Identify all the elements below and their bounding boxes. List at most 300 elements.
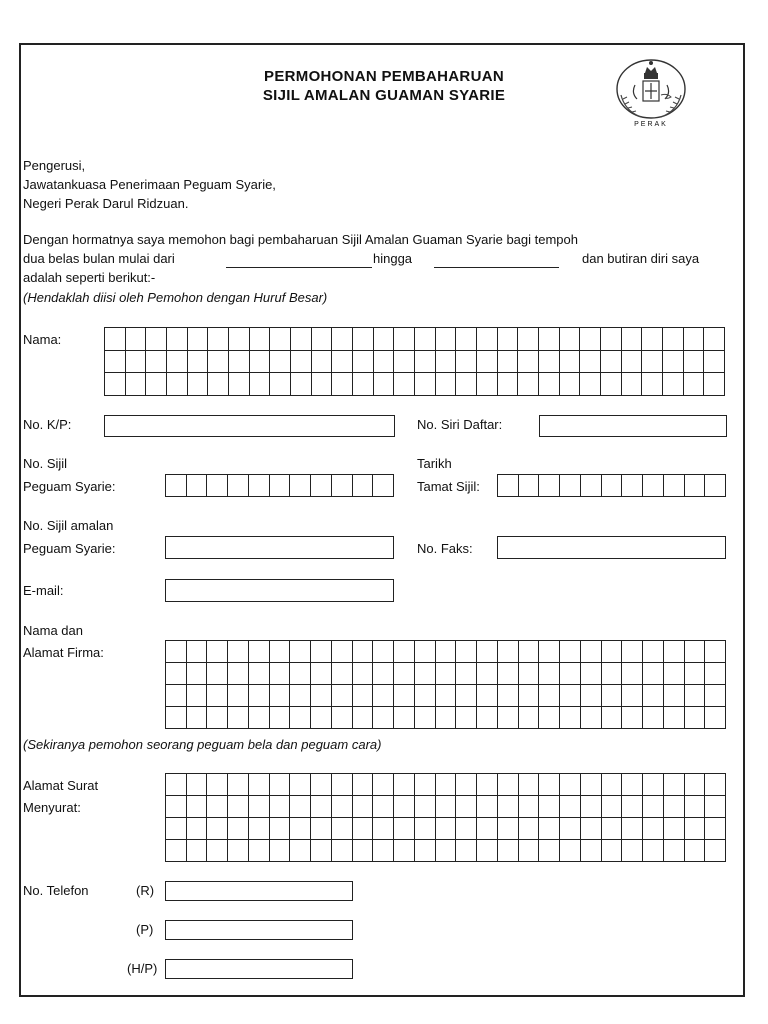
char-box[interactable]: [477, 328, 498, 351]
char-box[interactable]: [415, 818, 436, 840]
char-box[interactable]: [436, 328, 457, 351]
no-kp-input[interactable]: [104, 415, 395, 437]
char-box[interactable]: [394, 373, 415, 396]
char-box[interactable]: [312, 351, 333, 374]
char-box[interactable]: [270, 685, 291, 707]
char-box[interactable]: [664, 818, 685, 840]
char-box[interactable]: [519, 840, 540, 862]
char-box[interactable]: [332, 840, 353, 862]
char-box[interactable]: [518, 328, 539, 351]
char-box[interactable]: [581, 685, 602, 707]
char-box[interactable]: [664, 774, 685, 796]
char-box[interactable]: [270, 774, 291, 796]
char-box[interactable]: [291, 373, 312, 396]
char-box[interactable]: [477, 840, 498, 862]
char-box[interactable]: [166, 707, 187, 729]
char-box[interactable]: [290, 774, 311, 796]
char-box[interactable]: [560, 328, 581, 351]
char-box[interactable]: [290, 475, 311, 497]
char-box[interactable]: [228, 685, 249, 707]
char-box[interactable]: [207, 774, 228, 796]
char-box[interactable]: [477, 663, 498, 685]
char-box[interactable]: [705, 475, 726, 497]
char-box[interactable]: [126, 328, 147, 351]
char-box[interactable]: [498, 818, 519, 840]
char-box[interactable]: [415, 685, 436, 707]
char-box[interactable]: [664, 796, 685, 818]
char-box[interactable]: [539, 351, 560, 374]
char-box[interactable]: [643, 818, 664, 840]
char-box[interactable]: [581, 707, 602, 729]
char-box[interactable]: [270, 641, 291, 663]
char-box[interactable]: [642, 351, 663, 374]
char-box[interactable]: [394, 796, 415, 818]
char-box[interactable]: [353, 796, 374, 818]
char-box[interactable]: [519, 796, 540, 818]
char-box[interactable]: [311, 774, 332, 796]
char-box[interactable]: [477, 641, 498, 663]
char-box[interactable]: [456, 641, 477, 663]
char-box[interactable]: [291, 328, 312, 351]
char-box[interactable]: [602, 707, 623, 729]
no-siri-daftar-input[interactable]: [539, 415, 727, 437]
char-box[interactable]: [539, 774, 560, 796]
char-box[interactable]: [684, 351, 705, 374]
char-box[interactable]: [560, 373, 581, 396]
char-box[interactable]: [415, 840, 436, 862]
char-box[interactable]: [519, 774, 540, 796]
char-box[interactable]: [394, 685, 415, 707]
char-box[interactable]: [188, 351, 209, 374]
char-box[interactable]: [311, 685, 332, 707]
no-sijil-amalan-input[interactable]: [165, 536, 394, 559]
char-box[interactable]: [415, 774, 436, 796]
char-box[interactable]: [685, 840, 706, 862]
char-box[interactable]: [622, 818, 643, 840]
char-box[interactable]: [270, 840, 291, 862]
char-box[interactable]: [705, 774, 726, 796]
char-box[interactable]: [518, 351, 539, 374]
char-box[interactable]: [519, 475, 540, 497]
char-box[interactable]: [456, 840, 477, 862]
char-box[interactable]: [415, 351, 436, 374]
end-date-line[interactable]: [434, 267, 559, 268]
char-box[interactable]: [249, 840, 270, 862]
char-box[interactable]: [539, 840, 560, 862]
char-box[interactable]: [581, 840, 602, 862]
char-box[interactable]: [146, 373, 167, 396]
char-box[interactable]: [664, 641, 685, 663]
char-box[interactable]: [373, 663, 394, 685]
char-box[interactable]: [353, 328, 374, 351]
char-box[interactable]: [477, 818, 498, 840]
char-box[interactable]: [705, 707, 726, 729]
char-box[interactable]: [581, 796, 602, 818]
char-box[interactable]: [311, 818, 332, 840]
char-box[interactable]: [166, 774, 187, 796]
char-box[interactable]: [332, 663, 353, 685]
char-box[interactable]: [373, 707, 394, 729]
char-box[interactable]: [705, 796, 726, 818]
char-box[interactable]: [353, 774, 374, 796]
char-box[interactable]: [560, 475, 581, 497]
char-box[interactable]: [270, 351, 291, 374]
char-box[interactable]: [498, 707, 519, 729]
char-box[interactable]: [602, 774, 623, 796]
char-box[interactable]: [456, 774, 477, 796]
char-box[interactable]: [228, 475, 249, 497]
char-box[interactable]: [270, 373, 291, 396]
no-sijil-input-grid[interactable]: [165, 474, 394, 497]
char-box[interactable]: [685, 707, 706, 729]
char-box[interactable]: [456, 685, 477, 707]
char-box[interactable]: [374, 373, 395, 396]
char-box[interactable]: [560, 818, 581, 840]
char-box[interactable]: [539, 328, 560, 351]
char-box[interactable]: [415, 373, 436, 396]
char-box[interactable]: [560, 685, 581, 707]
char-box[interactable]: [353, 685, 374, 707]
char-box[interactable]: [643, 796, 664, 818]
char-box[interactable]: [228, 818, 249, 840]
char-box[interactable]: [580, 373, 601, 396]
tel-r-input[interactable]: [165, 881, 353, 901]
char-box[interactable]: [166, 641, 187, 663]
char-box[interactable]: [187, 685, 208, 707]
char-box[interactable]: [622, 475, 643, 497]
char-box[interactable]: [581, 641, 602, 663]
char-box[interactable]: [581, 663, 602, 685]
char-box[interactable]: [622, 328, 643, 351]
char-box[interactable]: [685, 796, 706, 818]
char-box[interactable]: [394, 818, 415, 840]
char-box[interactable]: [436, 351, 457, 374]
char-box[interactable]: [126, 373, 147, 396]
char-box[interactable]: [622, 641, 643, 663]
char-box[interactable]: [208, 351, 229, 374]
char-box[interactable]: [394, 707, 415, 729]
char-box[interactable]: [250, 328, 271, 351]
char-box[interactable]: [436, 373, 457, 396]
char-box[interactable]: [560, 663, 581, 685]
char-box[interactable]: [622, 796, 643, 818]
char-box[interactable]: [539, 818, 560, 840]
char-box[interactable]: [332, 475, 353, 497]
alamat-surat-input-grid[interactable]: [165, 773, 726, 862]
char-box[interactable]: [332, 818, 353, 840]
char-box[interactable]: [498, 774, 519, 796]
char-box[interactable]: [270, 475, 291, 497]
char-box[interactable]: [663, 328, 684, 351]
char-box[interactable]: [498, 373, 519, 396]
char-box[interactable]: [228, 707, 249, 729]
char-box[interactable]: [312, 373, 333, 396]
char-box[interactable]: [394, 774, 415, 796]
char-box[interactable]: [643, 707, 664, 729]
char-box[interactable]: [560, 351, 581, 374]
char-box[interactable]: [518, 373, 539, 396]
char-box[interactable]: [477, 796, 498, 818]
char-box[interactable]: [436, 774, 457, 796]
char-box[interactable]: [290, 796, 311, 818]
char-box[interactable]: [539, 373, 560, 396]
char-box[interactable]: [498, 840, 519, 862]
char-box[interactable]: [560, 840, 581, 862]
char-box[interactable]: [208, 328, 229, 351]
char-box[interactable]: [436, 663, 457, 685]
char-box[interactable]: [456, 796, 477, 818]
char-box[interactable]: [228, 641, 249, 663]
char-box[interactable]: [166, 685, 187, 707]
char-box[interactable]: [415, 663, 436, 685]
char-box[interactable]: [166, 840, 187, 862]
char-box[interactable]: [207, 663, 228, 685]
tarikh-tamat-input-grid[interactable]: [497, 474, 726, 497]
char-box[interactable]: [705, 641, 726, 663]
char-box[interactable]: [229, 373, 250, 396]
char-box[interactable]: [684, 328, 705, 351]
char-box[interactable]: [208, 373, 229, 396]
char-box[interactable]: [664, 685, 685, 707]
char-box[interactable]: [622, 707, 643, 729]
char-box[interactable]: [436, 818, 457, 840]
char-box[interactable]: [622, 373, 643, 396]
char-box[interactable]: [332, 328, 353, 351]
char-box[interactable]: [394, 663, 415, 685]
char-box[interactable]: [580, 351, 601, 374]
char-box[interactable]: [229, 328, 250, 351]
char-box[interactable]: [187, 796, 208, 818]
char-box[interactable]: [436, 641, 457, 663]
char-box[interactable]: [374, 351, 395, 374]
char-box[interactable]: [126, 351, 147, 374]
char-box[interactable]: [477, 351, 498, 374]
char-box[interactable]: [207, 707, 228, 729]
char-box[interactable]: [664, 475, 685, 497]
char-box[interactable]: [602, 796, 623, 818]
no-faks-input[interactable]: [497, 536, 726, 559]
char-box[interactable]: [290, 818, 311, 840]
char-box[interactable]: [704, 351, 725, 374]
char-box[interactable]: [353, 818, 374, 840]
char-box[interactable]: [146, 351, 167, 374]
char-box[interactable]: [456, 328, 477, 351]
char-box[interactable]: [456, 818, 477, 840]
char-box[interactable]: [167, 351, 188, 374]
char-box[interactable]: [602, 641, 623, 663]
char-box[interactable]: [311, 707, 332, 729]
char-box[interactable]: [249, 663, 270, 685]
char-box[interactable]: [290, 707, 311, 729]
char-box[interactable]: [580, 328, 601, 351]
char-box[interactable]: [187, 475, 208, 497]
char-box[interactable]: [187, 818, 208, 840]
char-box[interactable]: [373, 796, 394, 818]
char-box[interactable]: [394, 840, 415, 862]
char-box[interactable]: [539, 707, 560, 729]
char-box[interactable]: [519, 641, 540, 663]
char-box[interactable]: [685, 774, 706, 796]
char-box[interactable]: [394, 328, 415, 351]
char-box[interactable]: [685, 641, 706, 663]
char-box[interactable]: [270, 818, 291, 840]
char-box[interactable]: [560, 796, 581, 818]
char-box[interactable]: [311, 840, 332, 862]
char-box[interactable]: [622, 663, 643, 685]
char-box[interactable]: [228, 840, 249, 862]
char-box[interactable]: [311, 475, 332, 497]
char-box[interactable]: [664, 663, 685, 685]
char-box[interactable]: [249, 774, 270, 796]
nama-input-grid[interactable]: [104, 327, 725, 396]
char-box[interactable]: [519, 707, 540, 729]
char-box[interactable]: [373, 641, 394, 663]
char-box[interactable]: [166, 818, 187, 840]
char-box[interactable]: [704, 373, 725, 396]
char-box[interactable]: [373, 475, 394, 497]
char-box[interactable]: [415, 707, 436, 729]
char-box[interactable]: [353, 707, 374, 729]
char-box[interactable]: [643, 840, 664, 862]
char-box[interactable]: [290, 685, 311, 707]
email-input[interactable]: [165, 579, 394, 602]
char-box[interactable]: [332, 685, 353, 707]
char-box[interactable]: [685, 685, 706, 707]
char-box[interactable]: [498, 328, 519, 351]
char-box[interactable]: [477, 373, 498, 396]
char-box[interactable]: [188, 373, 209, 396]
char-box[interactable]: [642, 328, 663, 351]
char-box[interactable]: [270, 707, 291, 729]
char-box[interactable]: [332, 707, 353, 729]
char-box[interactable]: [622, 351, 643, 374]
char-box[interactable]: [250, 373, 271, 396]
char-box[interactable]: [249, 641, 270, 663]
char-box[interactable]: [498, 641, 519, 663]
char-box[interactable]: [436, 796, 457, 818]
char-box[interactable]: [415, 328, 436, 351]
char-box[interactable]: [643, 641, 664, 663]
char-box[interactable]: [311, 796, 332, 818]
char-box[interactable]: [581, 774, 602, 796]
char-box[interactable]: [228, 663, 249, 685]
char-box[interactable]: [642, 373, 663, 396]
char-box[interactable]: [187, 641, 208, 663]
char-box[interactable]: [207, 840, 228, 862]
char-box[interactable]: [207, 818, 228, 840]
char-box[interactable]: [270, 796, 291, 818]
char-box[interactable]: [207, 641, 228, 663]
char-box[interactable]: [539, 685, 560, 707]
char-box[interactable]: [353, 475, 374, 497]
char-box[interactable]: [332, 796, 353, 818]
char-box[interactable]: [249, 707, 270, 729]
char-box[interactable]: [270, 663, 291, 685]
char-box[interactable]: [519, 685, 540, 707]
char-box[interactable]: [663, 373, 684, 396]
char-box[interactable]: [456, 373, 477, 396]
char-box[interactable]: [601, 328, 622, 351]
char-box[interactable]: [684, 373, 705, 396]
char-box[interactable]: [705, 663, 726, 685]
char-box[interactable]: [560, 774, 581, 796]
char-box[interactable]: [498, 475, 519, 497]
char-box[interactable]: [311, 663, 332, 685]
char-box[interactable]: [705, 840, 726, 862]
char-box[interactable]: [207, 796, 228, 818]
alamat-firma-input-grid[interactable]: [165, 640, 726, 729]
char-box[interactable]: [373, 840, 394, 862]
char-box[interactable]: [498, 685, 519, 707]
char-box[interactable]: [290, 641, 311, 663]
char-box[interactable]: [477, 685, 498, 707]
char-box[interactable]: [560, 707, 581, 729]
char-box[interactable]: [249, 818, 270, 840]
char-box[interactable]: [166, 663, 187, 685]
char-box[interactable]: [187, 707, 208, 729]
start-date-line[interactable]: [226, 267, 372, 268]
char-box[interactable]: [332, 774, 353, 796]
char-box[interactable]: [229, 351, 250, 374]
char-box[interactable]: [436, 685, 457, 707]
char-box[interactable]: [332, 373, 353, 396]
char-box[interactable]: [207, 685, 228, 707]
char-box[interactable]: [166, 475, 187, 497]
char-box[interactable]: [456, 351, 477, 374]
char-box[interactable]: [643, 774, 664, 796]
char-box[interactable]: [498, 796, 519, 818]
char-box[interactable]: [167, 328, 188, 351]
char-box[interactable]: [312, 328, 333, 351]
char-box[interactable]: [415, 796, 436, 818]
char-box[interactable]: [477, 707, 498, 729]
char-box[interactable]: [622, 685, 643, 707]
char-box[interactable]: [685, 818, 706, 840]
char-box[interactable]: [353, 840, 374, 862]
char-box[interactable]: [187, 774, 208, 796]
char-box[interactable]: [685, 663, 706, 685]
char-box[interactable]: [166, 796, 187, 818]
char-box[interactable]: [332, 641, 353, 663]
char-box[interactable]: [353, 373, 374, 396]
char-box[interactable]: [332, 351, 353, 374]
char-box[interactable]: [704, 328, 725, 351]
char-box[interactable]: [290, 663, 311, 685]
char-box[interactable]: [601, 351, 622, 374]
char-box[interactable]: [539, 796, 560, 818]
char-box[interactable]: [167, 373, 188, 396]
char-box[interactable]: [394, 351, 415, 374]
char-box[interactable]: [498, 351, 519, 374]
char-box[interactable]: [602, 840, 623, 862]
char-box[interactable]: [705, 818, 726, 840]
char-box[interactable]: [249, 475, 270, 497]
char-box[interactable]: [705, 685, 726, 707]
char-box[interactable]: [498, 663, 519, 685]
char-box[interactable]: [539, 663, 560, 685]
char-box[interactable]: [560, 641, 581, 663]
char-box[interactable]: [249, 796, 270, 818]
char-box[interactable]: [250, 351, 271, 374]
char-box[interactable]: [353, 351, 374, 374]
char-box[interactable]: [664, 707, 685, 729]
char-box[interactable]: [539, 641, 560, 663]
char-box[interactable]: [581, 818, 602, 840]
char-box[interactable]: [602, 818, 623, 840]
char-box[interactable]: [187, 663, 208, 685]
char-box[interactable]: [394, 641, 415, 663]
char-box[interactable]: [519, 818, 540, 840]
